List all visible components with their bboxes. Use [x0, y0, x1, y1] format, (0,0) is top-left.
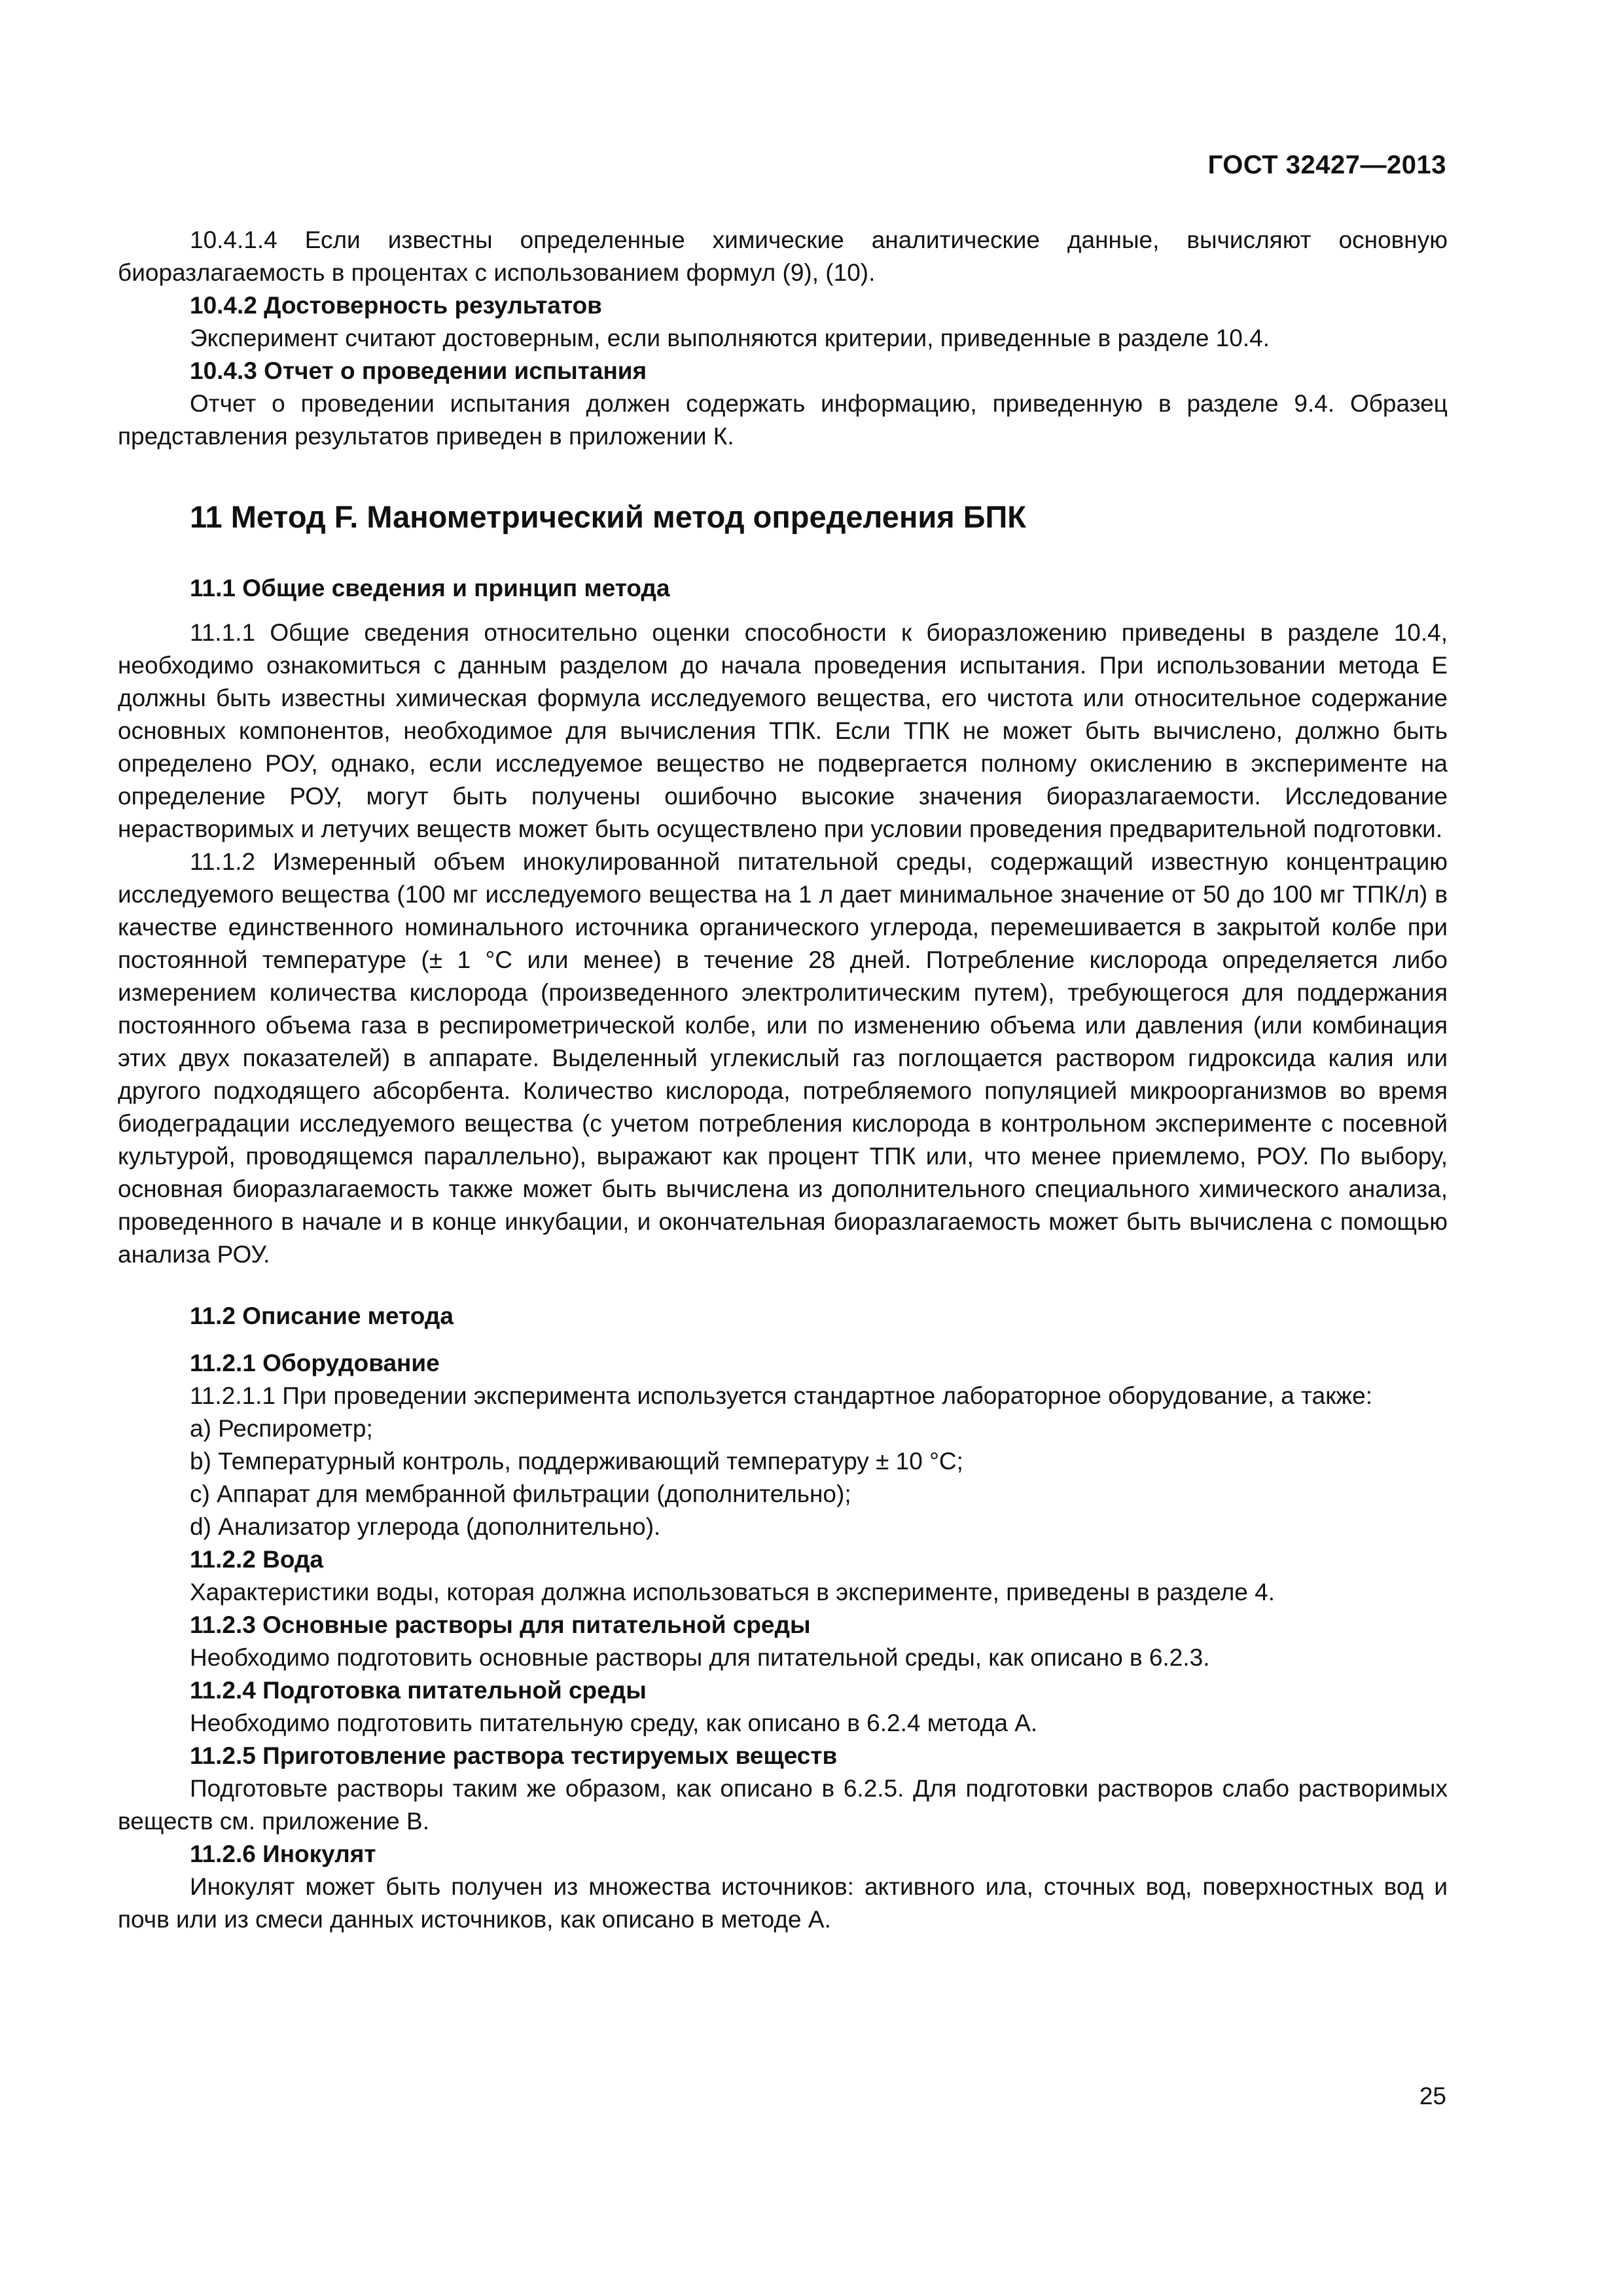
document-code: ГОСТ 32427—2013	[1207, 151, 1446, 179]
paragraph-10-4-1-4: 10.4.1.4 Если известны определенные химические аналитические данные, вычисляют основную биоразлагаемость в процентах с использованием формул (9), (10).	[118, 226, 1448, 286]
heading-11-2-6: 11.2.6 Инокулят	[190, 1840, 376, 1867]
paragraph-11-1-2: 11.1.2 Измеренный объем инокулированной питательной среды, содержащий известную концентрацию исследуемого вещества (100 мг исследуемого вещества на 1 л дает минимальное значение от 50 до 100 мг ТПК/л) в качестве единственного номинального источника органического углерода, перемешивается в закрытой колбе при постоянной температуре (± 1 °С или менее) в течение 28 дней. Потребление кислорода определяется либо измерением количества кислорода (произведенного электролитическим путем), требующегося для поддержания постоянного объема газа в респирометрической колбе, или по изменению объема или давления (или комбинация этих двух показателей) в аппарате. Выделенный углекислый газ поглощается раствором гидроксида калия или другого подходящего абсорбента. Количество кислорода, потребляемого популяцией микроорганизмов во время биодеградации исследуемого вещества (с учетом потребления кислорода в контрольном эксперименте с посевной культурой, проводящемся параллельно), выражают как процент ТПК или, что менее приемлемо, РОУ. По выбору, основная биоразлагаемость также может быть вычислена из дополнительного специального химического анализа, проведенного в начале и в конце инкубации, и окончательная биоразлагаемость может быть вычислена с помощью анализа РОУ.	[118, 848, 1448, 1268]
equipment-item-d: d) Анализатор углерода (дополнительно).	[190, 1513, 661, 1540]
paragraph-11-2-2: Характеристики воды, которая должна использоваться в эксперименте, приведены в разделе 4.	[190, 1579, 1275, 1605]
equipment-item-a: a) Респирометр;	[190, 1415, 373, 1442]
heading-11-1: 11.1 Общие сведения и принцип метода	[190, 575, 670, 601]
paragraph-11-2-4: Необходимо подготовить питательную среду, как описано в 6.2.4 метода А.	[190, 1710, 1038, 1736]
paragraph-10-4-2: Эксперимент считают достоверным, если выполняются критерии, приведенные в разделе 10.4.	[190, 325, 1270, 351]
heading-11-2: 11.2 Описание метода	[190, 1302, 454, 1329]
equipment-item-b: b) Температурный контроль, поддерживающий температуру ± 10 °С;	[190, 1448, 963, 1475]
paragraph-11-2-3: Необходимо подготовить основные растворы для питательной среды, как описано в 6.2.3.	[190, 1644, 1210, 1671]
heading-11-2-1: 11.2.1 Оборудование	[190, 1350, 440, 1376]
page-number: 25	[1419, 2083, 1446, 2109]
section-title-11: 11 Метод F. Манометрический метод определения БПК	[190, 499, 1026, 534]
heading-11-2-4: 11.2.4 Подготовка питательной среды	[190, 1677, 647, 1704]
document-body	[118, 224, 1448, 1936]
paragraph-11-2-6: Инокулят может быть получен из множества источников: активного ила, сточных вод, поверхностных вод и почв или из смеси данных источников, как описано в методе А.	[118, 1873, 1448, 1933]
heading-11-2-2: 11.2.2 Вода	[190, 1546, 324, 1573]
heading-11-2-3: 11.2.3 Основные растворы для питательной среды	[190, 1611, 811, 1638]
paragraph-11-2-5: Подготовьте растворы таким же образом, как описано в 6.2.5. Для подготовки растворов слабо растворимых веществ см. приложение В.	[118, 1775, 1448, 1835]
paragraph-11-1-1: 11.1.1 Общие сведения относительно оценки способности к биоразложению приведены в разделе 10.4, необходимо ознакомиться с данным разделом до начала проведения испытания. При использовании метода Е должны быть известны химическая формула исследуемого вещества, его чистота или относительное содержание основных компонентов, необходимое для вычисления ТПК. Если ТПК не может быть вычислено, должно быть определено РОУ, однако, если исследуемое вещество не подвергается полному окислению в эксперименте на определение РОУ, могут быть получены ошибочно высокие значения биоразлагаемости. Исследование нерастворимых и летучих веществ может быть осуществлено при условии проведения предварительной подготовки.	[118, 619, 1448, 842]
paragraph-11-2-1-1: 11.2.1.1 При проведении эксперимента используется стандартное лабораторное оборудование, а также:	[190, 1382, 1373, 1409]
heading-10-4-2: 10.4.2 Достоверность результатов	[190, 292, 602, 319]
equipment-item-c: c) Аппарат для мембранной фильтрации (дополнительно);	[190, 1480, 851, 1507]
heading-11-2-5: 11.2.5 Приготовление раствора тестируемых веществ	[190, 1742, 838, 1769]
heading-10-4-3: 10.4.3 Отчет о проведении испытания	[190, 357, 647, 384]
paragraph-10-4-3: Отчет о проведении испытания должен содержать информацию, приведенную в разделе 9.4. Образец представления результатов приведен в приложении К.	[118, 390, 1448, 450]
